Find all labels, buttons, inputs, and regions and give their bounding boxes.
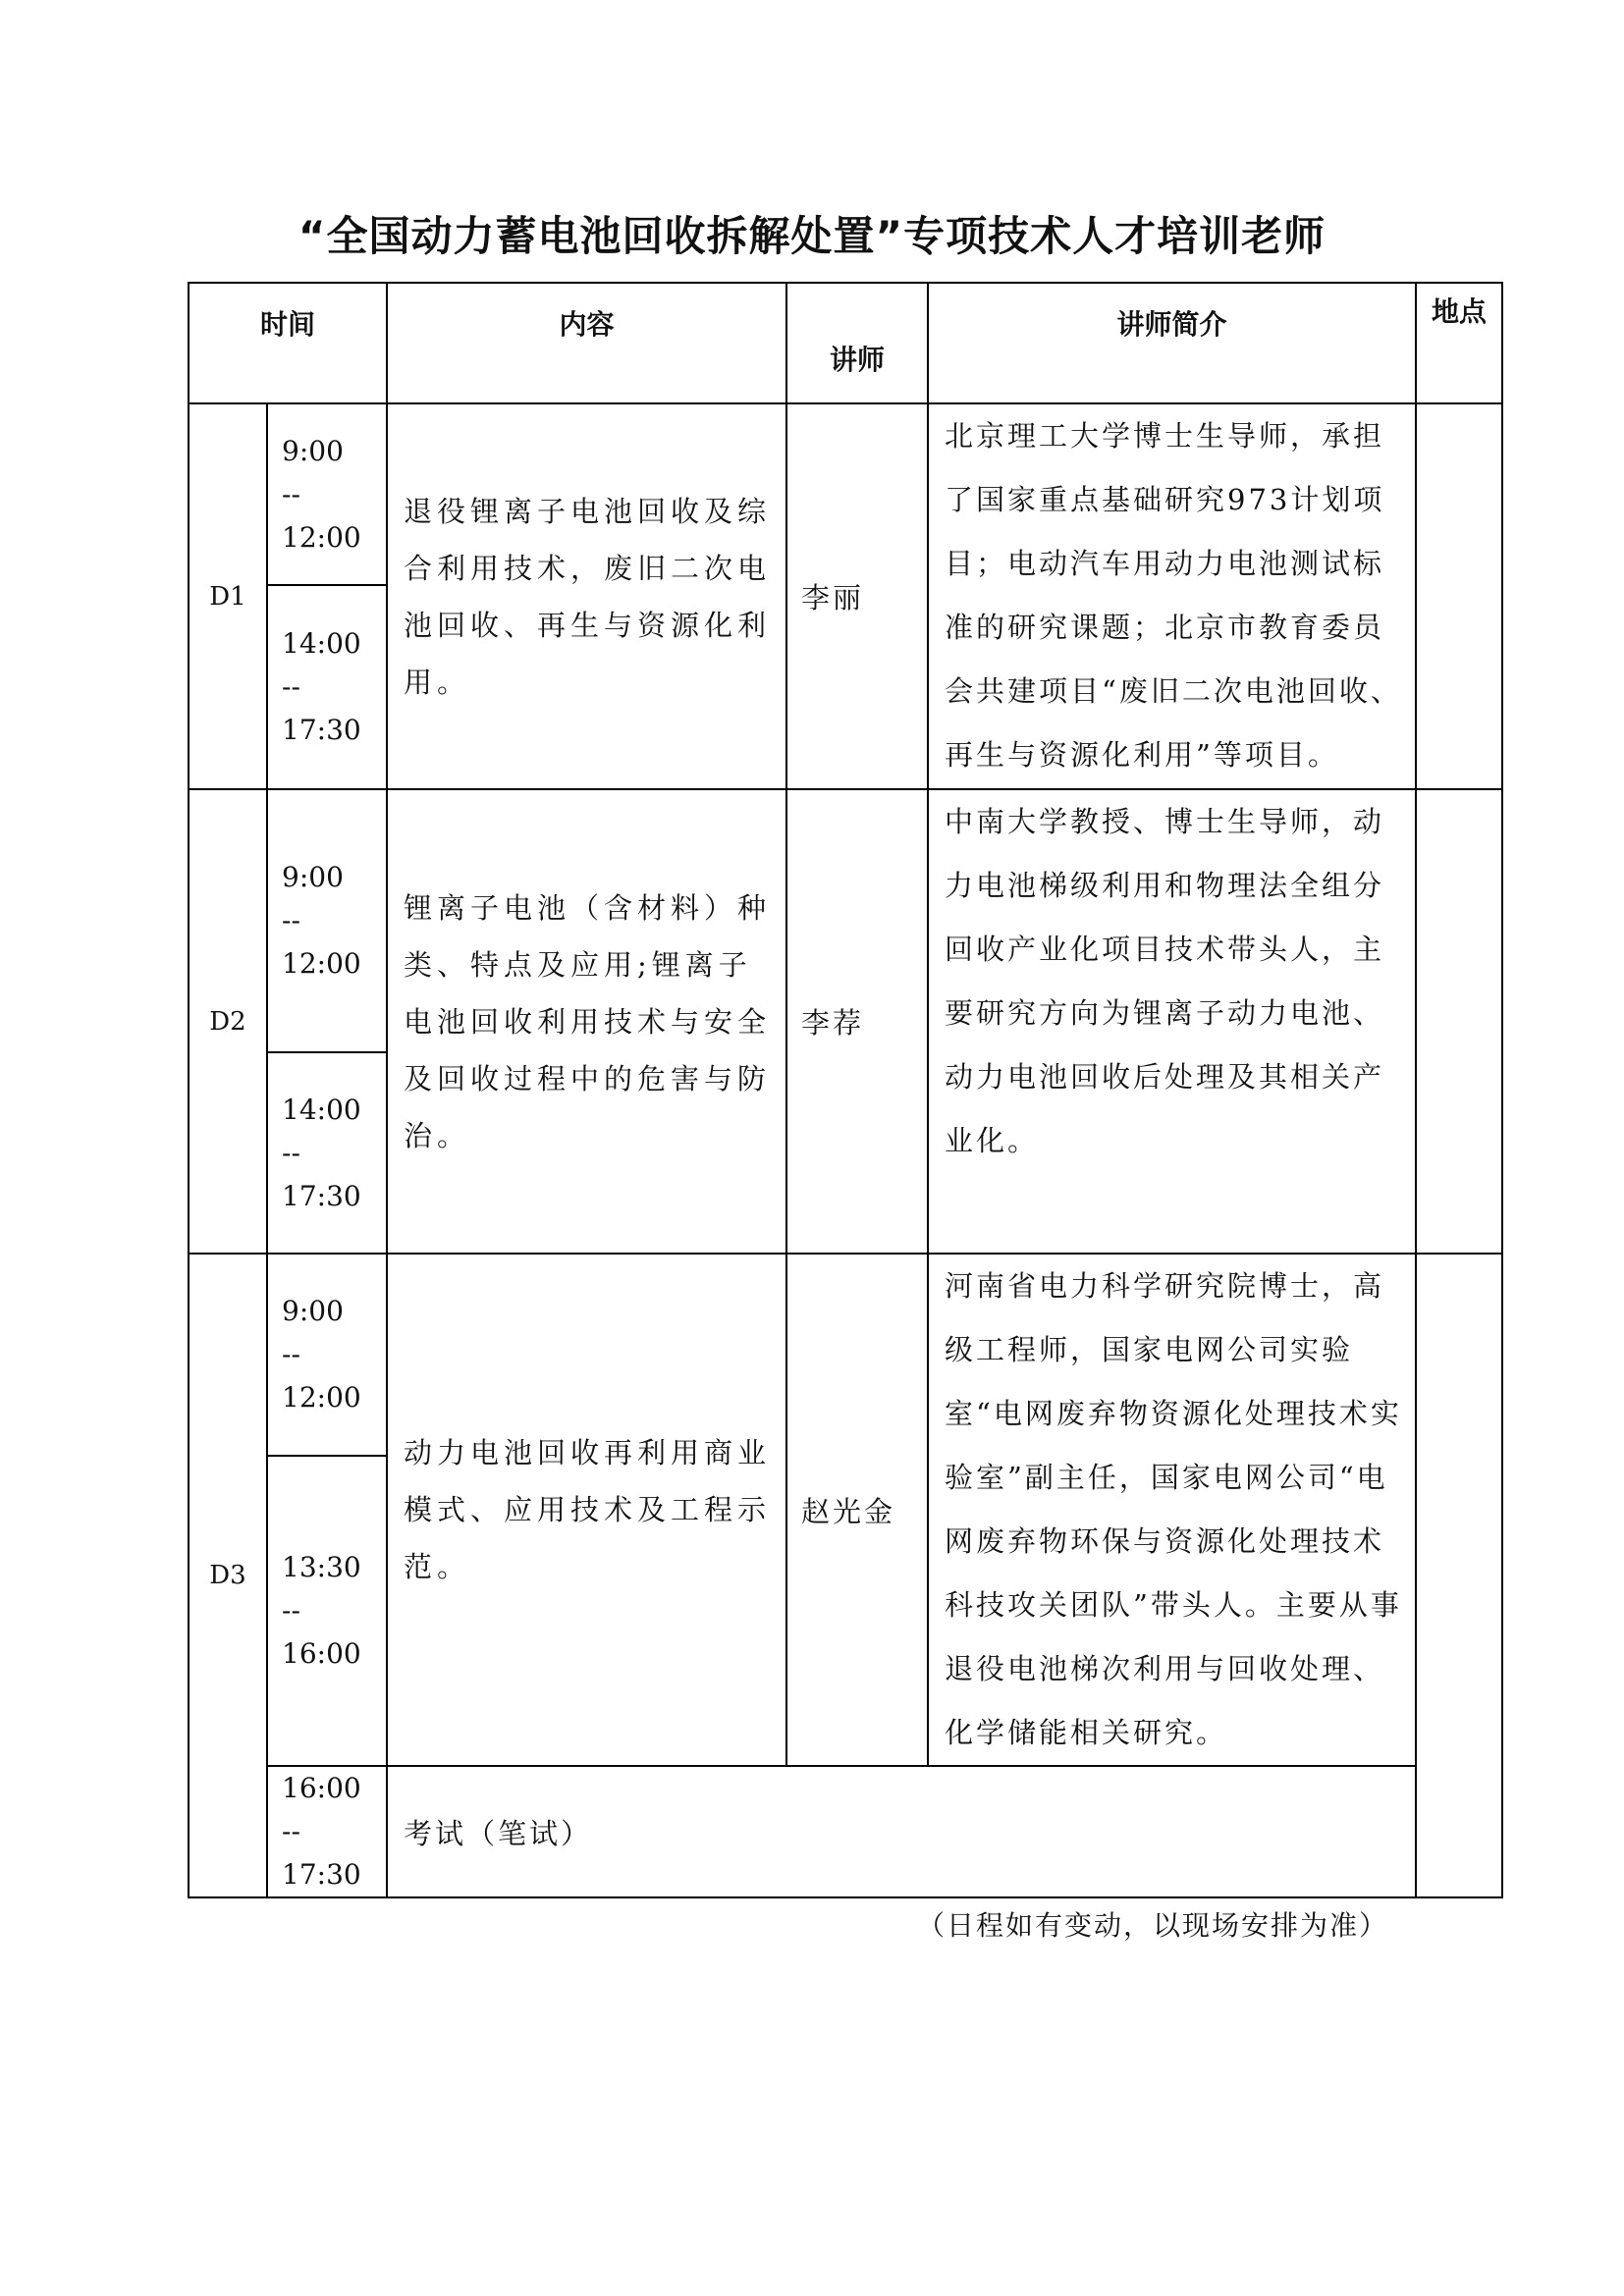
lecturer-name: 赵光金 [786, 1254, 928, 1766]
header-bio: 讲师简介 [928, 283, 1416, 403]
time-slot [267, 1052, 387, 1254]
table-row [189, 789, 1502, 1052]
slot-end: 12:00 [282, 947, 361, 980]
slot-separator: -- [282, 1338, 300, 1370]
lecturer-bio: 河南省电力科学研究院博士，高级工程师，国家电网公司实验室“电网废弃物资源化处理技术实验室”副主任，国家电网公司“电网废弃物环保与资源化处理技术科技攻关团队”带头人。主要从事退役电池梯次利用与回收处理、化学储能相关研究。 [928, 1254, 1416, 1766]
slot-end: 12:00 [282, 1381, 361, 1414]
table-row [189, 1254, 1502, 1456]
header-time: 时间 [189, 283, 387, 403]
slot-start: 16:00 [282, 1772, 361, 1804]
time-slot [267, 1456, 387, 1766]
slot-start: 9:00 [282, 434, 344, 467]
slot-start: 13:30 [282, 1551, 361, 1583]
slot-start: 9:00 [282, 1295, 344, 1327]
slot-separator: -- [282, 670, 300, 703]
slot-separator: -- [282, 1136, 300, 1169]
schedule-note: （日程如有变动，以现场安排为准） [916, 1909, 1388, 1942]
lecturer-name: 李荐 [786, 789, 928, 1254]
slot-separator: -- [282, 1815, 300, 1847]
day-label: D1 [189, 403, 267, 789]
time-slot [267, 403, 387, 585]
time-slot [267, 1254, 387, 1456]
place-cell [1416, 789, 1502, 1254]
header-row [189, 283, 1502, 403]
session-content: 退役锂离子电池回收及综合利用技术，废旧二次电池回收、再生与资源化利用。 [387, 403, 786, 789]
slot-end: 16:00 [282, 1637, 361, 1670]
header-content: 内容 [387, 283, 786, 403]
session-content: 锂离子电池（含材料）种类、特点及应用;锂离子电池回收利用技术与安全及回收过程中的危害与防治。 [387, 789, 786, 1254]
day-label: D2 [189, 789, 267, 1254]
header-place: 地点 [1416, 283, 1502, 403]
slot-separator: -- [282, 904, 300, 936]
slot-start: 9:00 [282, 861, 344, 893]
table-row [189, 403, 1502, 585]
time-slot [267, 1766, 387, 1897]
place-cell [1416, 403, 1502, 789]
session-content: 动力电池回收再利用商业模式、应用技术及工程示范。 [387, 1254, 786, 1766]
header-lecturer: 讲师 [786, 283, 928, 403]
slot-start: 14:00 [282, 1093, 361, 1126]
time-slot [267, 585, 387, 789]
slot-end: 17:30 [282, 714, 361, 746]
place-cell [1416, 1254, 1502, 1897]
day-label: D3 [189, 1254, 267, 1897]
slot-end: 17:30 [282, 1179, 361, 1212]
slot-end: 17:30 [282, 1858, 361, 1891]
time-slot [267, 789, 387, 1052]
lecturer-bio: 北京理工大学博士生导师，承担了国家重点基础研究973计划项目；电动汽车用动力电池测试标准的研究课题；北京市教育委员会共建项目“废旧二次电池回收、再生与资源化利用”等项目。 [928, 403, 1416, 789]
schedule-table [188, 282, 1503, 1898]
lecturer-bio: 中南大学教授、博士生导师，动力电池梯级利用和物理法全组分回收产业化项目技术带头人，主要研究方向为锂离子动力电池、动力电池回收后处理及其相关产业化。 [928, 789, 1416, 1254]
exam-content: 考试（笔试） [387, 1766, 1416, 1897]
slot-start: 14:00 [282, 627, 361, 660]
table-row [189, 1766, 1502, 1897]
lecturer-name: 李丽 [786, 403, 928, 789]
slot-separator: -- [282, 1594, 300, 1627]
slot-end: 12:00 [282, 520, 361, 554]
slot-separator: -- [282, 477, 300, 510]
page-title: “全国动力蓄电池回收拆解处置”专项技术人才培训老师 [298, 212, 1326, 260]
